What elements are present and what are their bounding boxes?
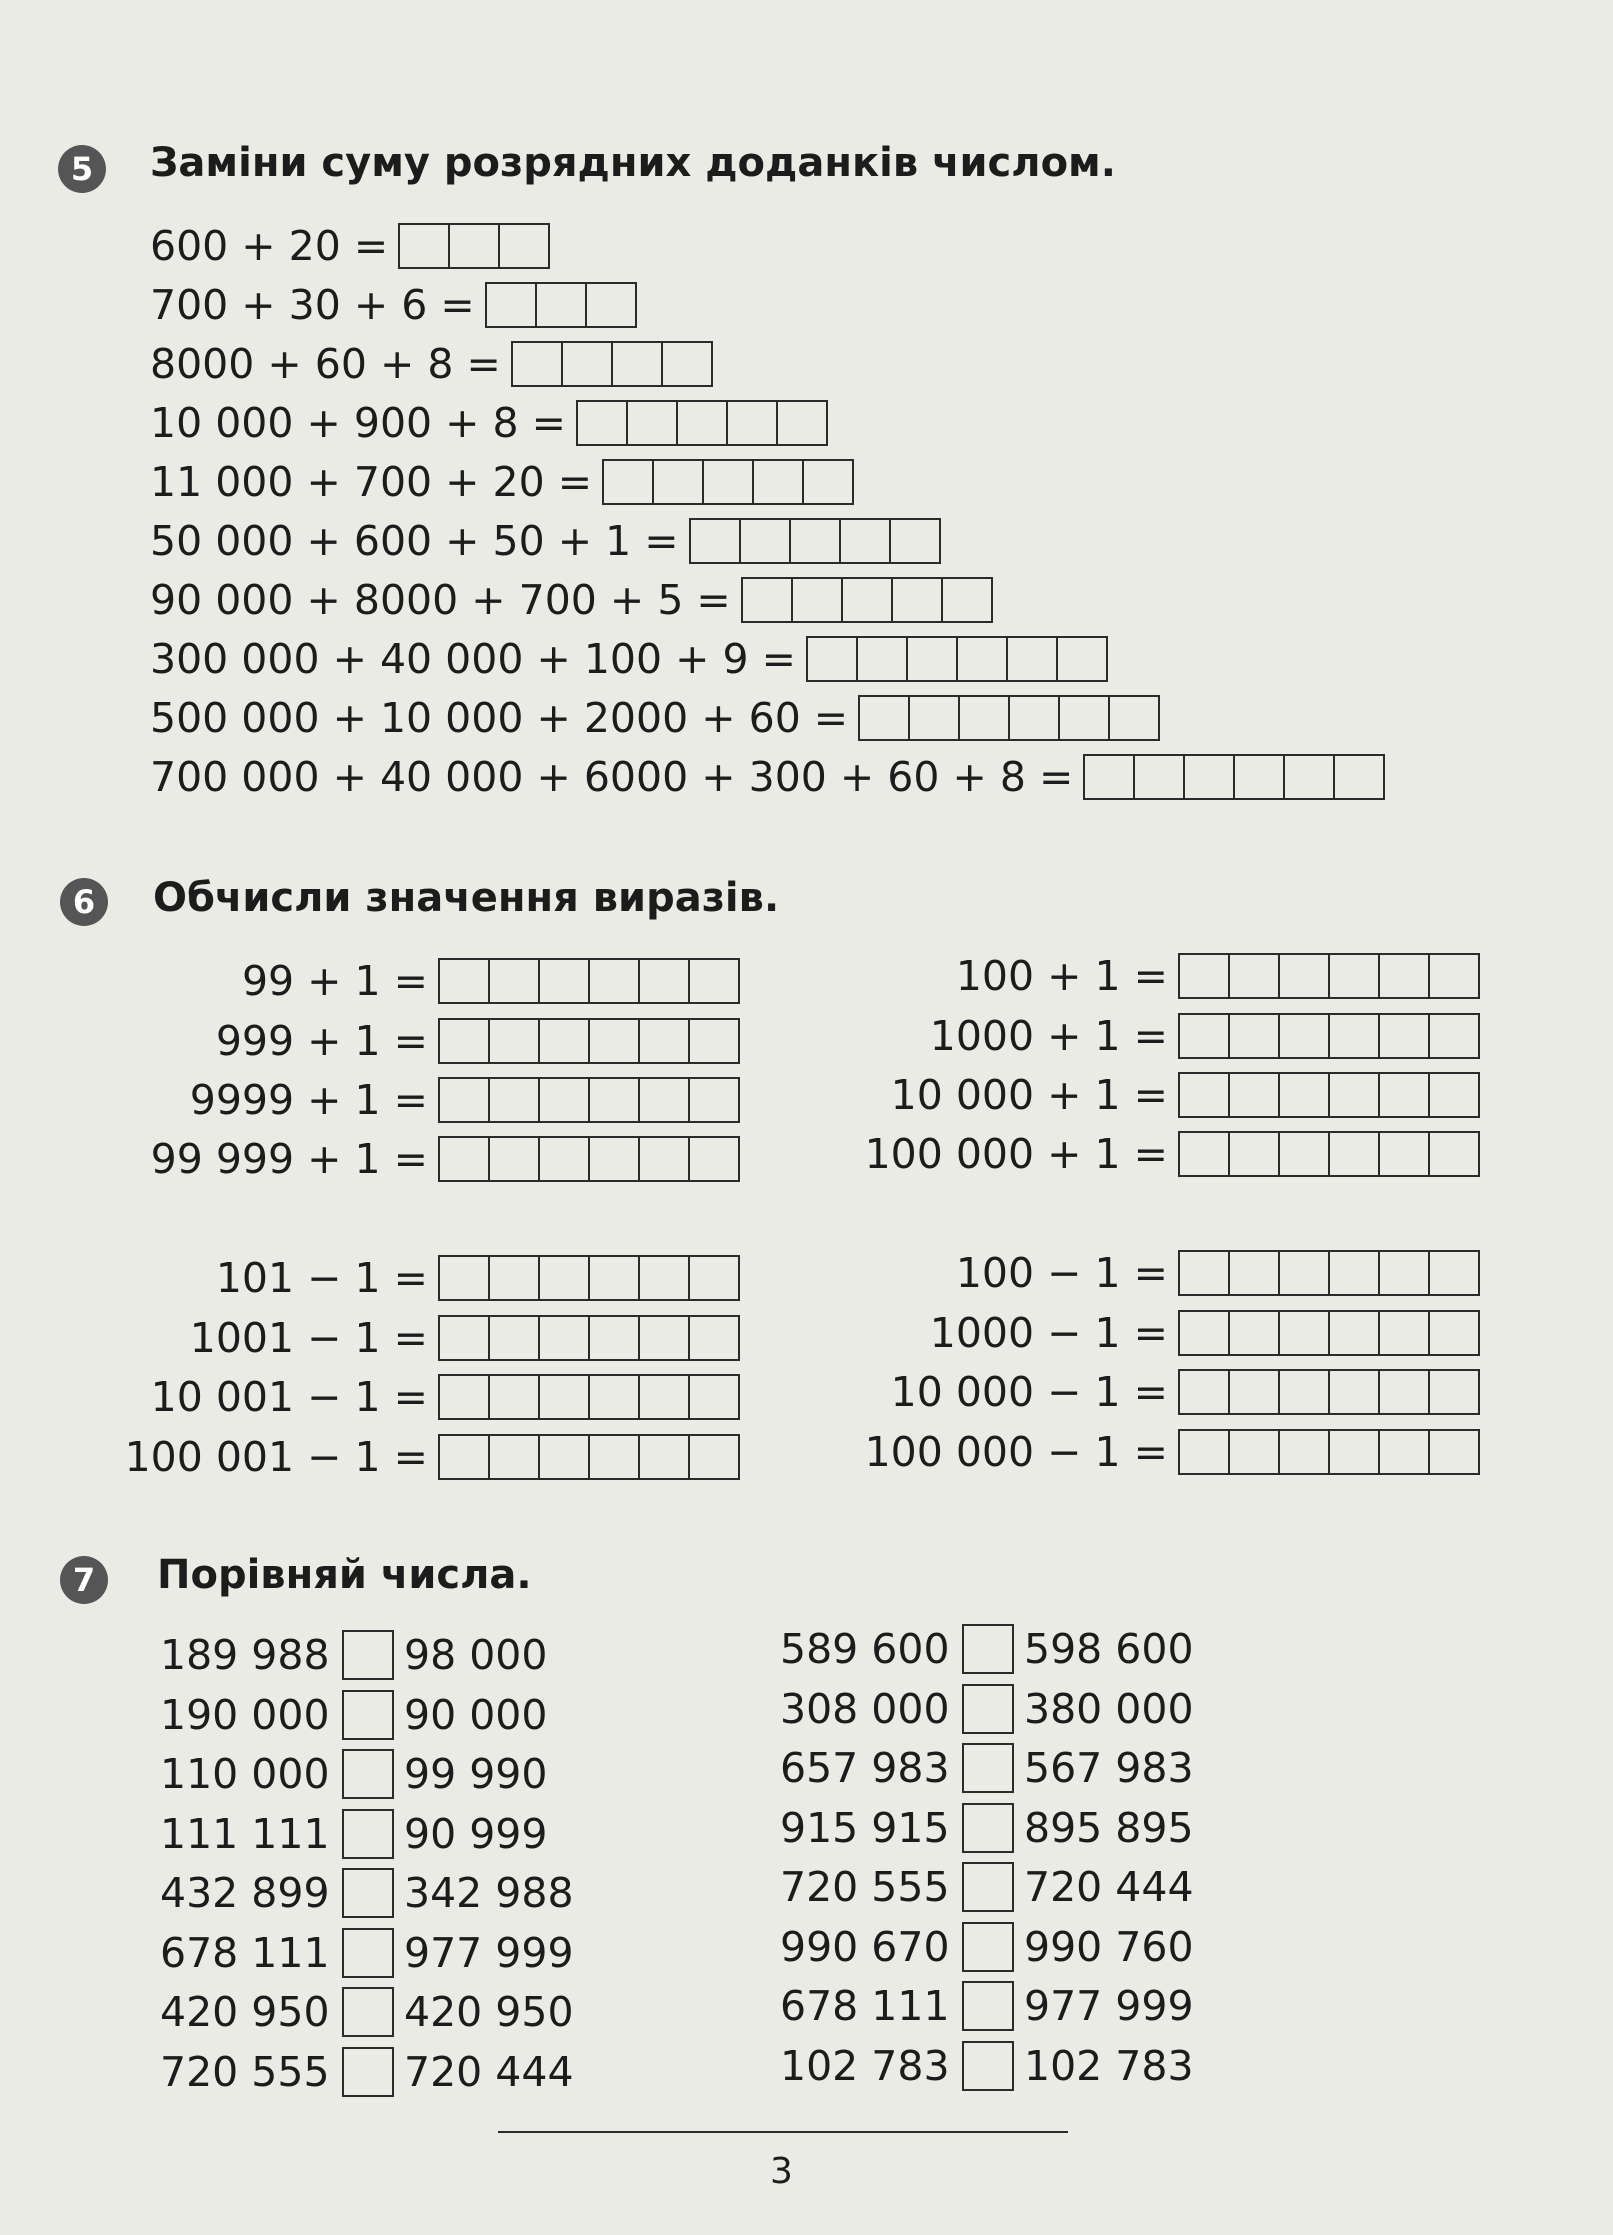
answer-digit-cell[interactable] — [1378, 955, 1428, 997]
footer-divider — [498, 2131, 1068, 2133]
answer-digit-cell[interactable] — [513, 343, 561, 385]
answer-digit-cell[interactable] — [626, 402, 676, 444]
sum-expression: 11 000 + 700 + 20 = — [150, 458, 593, 506]
answer-digit-cell[interactable] — [1328, 1312, 1378, 1354]
comparison-sign-box[interactable] — [342, 1809, 394, 1859]
expression-row — [820, 950, 1480, 1002]
answer-digit-cell[interactable] — [908, 697, 958, 739]
answer-digit-cell[interactable] — [856, 638, 906, 680]
answer-digit-cell[interactable] — [1278, 1074, 1328, 1116]
comparison-sign-box[interactable] — [342, 1749, 394, 1799]
answer-digit-cell[interactable] — [688, 1079, 738, 1121]
second-number: 720 444 — [404, 2047, 574, 2096]
expression-row — [100, 1312, 740, 1364]
expression: 99 + 1 = — [241, 957, 428, 1005]
answer-boxes[interactable] — [438, 1077, 740, 1123]
answer-boxes[interactable] — [438, 1315, 740, 1361]
expression-row — [820, 1247, 1480, 1299]
comparison-sign-box[interactable] — [342, 2047, 394, 2097]
answer-digit-cell[interactable] — [1228, 1431, 1278, 1473]
answer-digit-cell[interactable] — [789, 520, 839, 562]
second-number: 895 895 — [1024, 1803, 1194, 1852]
answer-digit-cell[interactable] — [1180, 1252, 1228, 1294]
answer-boxes[interactable] — [511, 341, 713, 387]
answer-digit-cell[interactable] — [791, 579, 841, 621]
exercise-number-5: 5 — [58, 145, 106, 193]
first-number: 190 000 — [160, 1690, 330, 1739]
comparison-row — [160, 1866, 574, 1920]
answer-digit-cell[interactable] — [1133, 756, 1183, 798]
answer-digit-cell[interactable] — [588, 1436, 638, 1478]
comparison-sign-box[interactable] — [962, 1743, 1014, 1793]
answer-boxes[interactable] — [438, 1374, 740, 1420]
answer-digit-cell[interactable] — [638, 1020, 688, 1062]
answer-digit-cell[interactable] — [941, 579, 991, 621]
answer-digit-cell[interactable] — [1180, 1371, 1228, 1413]
comparison-row — [160, 1985, 574, 2039]
answer-digit-cell[interactable] — [440, 1317, 488, 1359]
answer-digit-cell[interactable] — [688, 1376, 738, 1418]
answer-digit-cell[interactable] — [726, 402, 776, 444]
answer-digit-cell[interactable] — [488, 1138, 538, 1180]
first-number: 589 600 — [780, 1625, 950, 1673]
expression: 100 000 + 1 = — [864, 1130, 1168, 1178]
answer-digit-cell[interactable] — [1180, 1074, 1228, 1116]
answer-digit-cell[interactable] — [538, 1376, 588, 1418]
answer-digit-cell[interactable] — [1328, 1371, 1378, 1413]
answer-digit-cell[interactable] — [1328, 1015, 1378, 1057]
second-number: 98 000 — [404, 1631, 548, 1679]
answer-digit-cell[interactable] — [588, 1257, 638, 1299]
answer-digit-cell[interactable] — [1180, 1431, 1228, 1473]
answer-digit-cell[interactable] — [1233, 756, 1283, 798]
answer-digit-cell[interactable] — [688, 1257, 738, 1299]
answer-digit-cell[interactable] — [1180, 1312, 1228, 1354]
answer-digit-cell[interactable] — [638, 1436, 688, 1478]
second-number: 567 983 — [1024, 1744, 1194, 1792]
second-number: 90 999 — [404, 1809, 548, 1858]
answer-boxes[interactable] — [806, 636, 1108, 682]
answer-digit-cell[interactable] — [588, 1020, 638, 1062]
sum-row — [150, 692, 1160, 744]
first-number: 110 000 — [160, 1750, 330, 1798]
answer-digit-cell[interactable] — [1278, 1371, 1328, 1413]
answer-digit-cell[interactable] — [1228, 1252, 1278, 1294]
answer-digit-cell[interactable] — [1428, 1015, 1478, 1057]
answer-digit-cell[interactable] — [1006, 638, 1056, 680]
expression: 1000 + 1 = — [929, 1012, 1168, 1060]
sum-row — [150, 397, 828, 449]
answer-digit-cell[interactable] — [488, 1020, 538, 1062]
answer-digit-cell[interactable] — [1228, 1015, 1278, 1057]
answer-boxes[interactable] — [1178, 1369, 1480, 1415]
answer-digit-cell[interactable] — [638, 1317, 688, 1359]
second-number: 380 000 — [1024, 1684, 1194, 1733]
answer-digit-cell[interactable] — [487, 284, 535, 326]
answer-digit-cell[interactable] — [440, 1376, 488, 1418]
answer-digit-cell[interactable] — [743, 579, 791, 621]
answer-digit-cell[interactable] — [702, 461, 752, 503]
answer-digit-cell[interactable] — [691, 520, 739, 562]
answer-digit-cell[interactable] — [638, 1376, 688, 1418]
answer-digit-cell[interactable] — [652, 461, 702, 503]
answer-digit-cell[interactable] — [538, 1436, 588, 1478]
expression-row — [820, 1128, 1480, 1180]
comparison-sign-box[interactable] — [962, 1922, 1014, 1972]
answer-digit-cell[interactable] — [1056, 638, 1106, 680]
answer-digit-cell[interactable] — [538, 1257, 588, 1299]
exercise-title-7: Порівняй числа. — [157, 1552, 532, 1598]
answer-digit-cell[interactable] — [752, 461, 802, 503]
second-number: 720 444 — [1024, 1863, 1194, 1911]
comparison-sign-box[interactable] — [342, 1928, 394, 1978]
answer-digit-cell[interactable] — [739, 520, 789, 562]
answer-digit-cell[interactable] — [488, 1317, 538, 1359]
expression-row — [100, 955, 740, 1007]
first-number: 720 555 — [780, 1863, 950, 1911]
first-number: 678 111 — [780, 1982, 950, 2030]
sum-row — [150, 279, 637, 331]
answer-digit-cell[interactable] — [1428, 1252, 1478, 1294]
answer-digit-cell[interactable] — [488, 1257, 538, 1299]
sum-row — [150, 220, 550, 272]
answer-digit-cell[interactable] — [1283, 756, 1333, 798]
answer-digit-cell[interactable] — [488, 1079, 538, 1121]
answer-digit-cell[interactable] — [688, 1317, 738, 1359]
answer-digit-cell[interactable] — [1278, 955, 1328, 997]
answer-digit-cell[interactable] — [1328, 1252, 1378, 1294]
answer-digit-cell[interactable] — [585, 284, 635, 326]
answer-digit-cell[interactable] — [588, 1317, 638, 1359]
answer-digit-cell[interactable] — [1228, 1371, 1278, 1413]
answer-digit-cell[interactable] — [860, 697, 908, 739]
answer-digit-cell[interactable] — [440, 960, 488, 1002]
first-number: 111 111 — [160, 1809, 330, 1858]
answer-digit-cell[interactable] — [1228, 1133, 1278, 1175]
answer-digit-cell[interactable] — [1333, 756, 1383, 798]
comparison-sign-box[interactable] — [342, 1987, 394, 2037]
answer-digit-cell[interactable] — [1428, 1431, 1478, 1473]
second-number: 990 760 — [1024, 1922, 1194, 1971]
answer-digit-cell[interactable] — [1378, 1431, 1428, 1473]
answer-digit-cell[interactable] — [676, 402, 726, 444]
answer-digit-cell[interactable] — [638, 1257, 688, 1299]
sum-expression: 700 000 + 40 000 + 6000 + 300 + 60 + 8 = — [150, 753, 1074, 801]
expression: 1001 − 1 = — [189, 1314, 428, 1362]
sum-expression: 50 000 + 600 + 50 + 1 = — [150, 517, 679, 565]
expression: 9999 + 1 = — [189, 1076, 428, 1124]
exercise-number-6: 6 — [60, 878, 108, 926]
second-number: 342 988 — [404, 1869, 574, 1917]
answer-digit-cell[interactable] — [1228, 1074, 1278, 1116]
answer-digit-cell[interactable] — [1378, 1133, 1428, 1175]
answer-digit-cell[interactable] — [1378, 1015, 1428, 1057]
answer-digit-cell[interactable] — [538, 1317, 588, 1359]
answer-digit-cell[interactable] — [440, 1020, 488, 1062]
comparison-sign-box[interactable] — [962, 1803, 1014, 1853]
first-number: 915 915 — [780, 1803, 950, 1852]
answer-digit-cell[interactable] — [535, 284, 585, 326]
expression: 10 000 − 1 = — [890, 1368, 1168, 1416]
expression-row — [820, 1426, 1480, 1478]
answer-digit-cell[interactable] — [604, 461, 652, 503]
expression-row — [820, 1307, 1480, 1359]
answer-boxes[interactable] — [1178, 953, 1480, 999]
second-number: 102 783 — [1024, 2041, 1194, 2090]
answer-digit-cell[interactable] — [688, 1138, 738, 1180]
answer-digit-cell[interactable] — [1278, 1312, 1328, 1354]
comparison-sign-box[interactable] — [962, 1624, 1014, 1674]
answer-digit-cell[interactable] — [958, 697, 1008, 739]
expression: 100 000 − 1 = — [864, 1428, 1168, 1476]
answer-digit-cell[interactable] — [638, 1079, 688, 1121]
comparison-row — [160, 2045, 574, 2099]
second-number: 977 999 — [404, 1928, 574, 1977]
answer-digit-cell[interactable] — [889, 520, 939, 562]
answer-digit-cell[interactable] — [1278, 1015, 1328, 1057]
expression: 1000 − 1 = — [929, 1309, 1168, 1357]
answer-digit-cell[interactable] — [578, 402, 626, 444]
answer-boxes[interactable] — [438, 1136, 740, 1182]
answer-digit-cell[interactable] — [488, 1376, 538, 1418]
second-number: 977 999 — [1024, 1982, 1194, 2030]
answer-boxes[interactable] — [689, 518, 941, 564]
answer-digit-cell[interactable] — [1278, 1133, 1328, 1175]
answer-digit-cell[interactable] — [1428, 1312, 1478, 1354]
answer-digit-cell[interactable] — [488, 1436, 538, 1478]
comparison-sign-box[interactable] — [962, 1862, 1014, 1912]
answer-digit-cell[interactable] — [638, 1138, 688, 1180]
answer-digit-cell[interactable] — [440, 1257, 488, 1299]
sum-row — [150, 515, 941, 567]
first-number: 990 670 — [780, 1922, 950, 1971]
comparison-sign-box[interactable] — [962, 1684, 1014, 1734]
answer-digit-cell[interactable] — [688, 1020, 738, 1062]
comparison-row — [780, 1920, 1194, 1974]
comparison-row — [160, 1628, 547, 1682]
answer-digit-cell[interactable] — [1378, 1371, 1428, 1413]
answer-digit-cell[interactable] — [498, 225, 548, 267]
answer-boxes[interactable] — [485, 282, 637, 328]
second-number: 90 000 — [404, 1690, 548, 1739]
sum-expression: 500 000 + 10 000 + 2000 + 60 = — [150, 694, 849, 742]
comparison-sign-box[interactable] — [962, 2041, 1014, 2091]
answer-boxes[interactable] — [741, 577, 993, 623]
answer-digit-cell[interactable] — [1183, 756, 1233, 798]
answer-digit-cell[interactable] — [1428, 1371, 1478, 1413]
answer-digit-cell[interactable] — [808, 638, 856, 680]
answer-digit-cell[interactable] — [538, 960, 588, 1002]
sum-expression: 90 000 + 8000 + 700 + 5 = — [150, 576, 731, 624]
comparison-sign-box[interactable] — [342, 1690, 394, 1740]
sum-expression: 700 + 30 + 6 = — [150, 281, 475, 329]
answer-digit-cell[interactable] — [1378, 1312, 1428, 1354]
second-number: 99 990 — [404, 1750, 548, 1798]
expression: 99 999 + 1 = — [150, 1135, 428, 1183]
sum-row — [150, 751, 1385, 803]
page-number: 3 — [770, 2151, 793, 2192]
comparison-row — [780, 1741, 1194, 1795]
answer-digit-cell[interactable] — [588, 960, 638, 1002]
answer-digit-cell[interactable] — [891, 579, 941, 621]
answer-digit-cell[interactable] — [956, 638, 1006, 680]
answer-digit-cell[interactable] — [1428, 1074, 1478, 1116]
comparison-row — [780, 2039, 1194, 2093]
answer-digit-cell[interactable] — [538, 1079, 588, 1121]
expression: 100 + 1 = — [955, 952, 1168, 1000]
comparison-sign-box[interactable] — [962, 1981, 1014, 2031]
answer-digit-cell[interactable] — [841, 579, 891, 621]
first-number: 657 983 — [780, 1744, 950, 1792]
answer-digit-cell[interactable] — [538, 1020, 588, 1062]
expression-row — [100, 1252, 740, 1304]
expression-row — [820, 1010, 1480, 1062]
sum-row — [150, 338, 713, 390]
answer-digit-cell[interactable] — [1228, 1312, 1278, 1354]
answer-digit-cell[interactable] — [611, 343, 661, 385]
answer-digit-cell[interactable] — [906, 638, 956, 680]
expression: 101 − 1 = — [215, 1254, 428, 1302]
answer-boxes[interactable] — [438, 958, 740, 1004]
answer-digit-cell[interactable] — [448, 225, 498, 267]
comparison-row — [160, 1926, 574, 1980]
answer-digit-cell[interactable] — [561, 343, 611, 385]
sum-expression: 300 000 + 40 000 + 100 + 9 = — [150, 635, 796, 683]
sum-row — [150, 574, 993, 626]
first-number: 308 000 — [780, 1684, 950, 1733]
answer-digit-cell[interactable] — [688, 1436, 738, 1478]
expression-row — [100, 1133, 740, 1185]
answer-digit-cell[interactable] — [440, 1079, 488, 1121]
answer-digit-cell[interactable] — [440, 1436, 488, 1478]
answer-digit-cell[interactable] — [1278, 1252, 1328, 1294]
answer-digit-cell[interactable] — [1008, 697, 1058, 739]
comparison-row — [160, 1807, 547, 1861]
expression-row — [100, 1371, 740, 1423]
expression-row — [820, 1366, 1480, 1418]
answer-digit-cell[interactable] — [839, 520, 889, 562]
first-number: 189 988 — [160, 1631, 330, 1679]
expression: 100 − 1 = — [955, 1249, 1168, 1297]
exercise-title-6: Обчисли значення виразів. — [153, 875, 780, 921]
answer-boxes[interactable] — [1178, 1250, 1480, 1296]
comparison-row — [780, 1682, 1194, 1736]
answer-digit-cell[interactable] — [1328, 1133, 1378, 1175]
answer-digit-cell[interactable] — [1328, 1431, 1378, 1473]
answer-digit-cell[interactable] — [1328, 1074, 1378, 1116]
comparison-row — [780, 1979, 1194, 2033]
answer-digit-cell[interactable] — [661, 343, 711, 385]
answer-digit-cell[interactable] — [1058, 697, 1108, 739]
answer-digit-cell[interactable] — [776, 402, 826, 444]
expression: 999 + 1 = — [215, 1017, 428, 1065]
answer-digit-cell[interactable] — [588, 1138, 638, 1180]
first-number: 720 555 — [160, 2047, 330, 2096]
answer-digit-cell[interactable] — [588, 1079, 638, 1121]
answer-digit-cell[interactable] — [1328, 955, 1378, 997]
expression-row — [820, 1069, 1480, 1121]
answer-digit-cell[interactable] — [588, 1376, 638, 1418]
answer-boxes[interactable] — [576, 400, 828, 446]
answer-boxes[interactable] — [1178, 1131, 1480, 1177]
sum-row — [150, 456, 854, 508]
answer-digit-cell[interactable] — [1180, 955, 1228, 997]
exercise-title-5: Заміни суму розрядних доданків числом. — [150, 140, 1116, 186]
first-number: 678 111 — [160, 1928, 330, 1977]
answer-digit-cell[interactable] — [1428, 1133, 1478, 1175]
answer-digit-cell[interactable] — [638, 960, 688, 1002]
sum-expression: 600 + 20 = — [150, 222, 389, 270]
answer-boxes[interactable] — [1178, 1072, 1480, 1118]
answer-digit-cell[interactable] — [1180, 1133, 1228, 1175]
sum-expression: 8000 + 60 + 8 = — [150, 340, 501, 388]
answer-digit-cell[interactable] — [1378, 1074, 1428, 1116]
answer-digit-cell[interactable] — [400, 225, 448, 267]
comparison-sign-box[interactable] — [342, 1868, 394, 1918]
sum-expression: 10 000 + 900 + 8 = — [150, 399, 567, 447]
answer-boxes[interactable] — [438, 1255, 740, 1301]
answer-digit-cell[interactable] — [802, 461, 852, 503]
answer-digit-cell[interactable] — [440, 1138, 488, 1180]
answer-boxes[interactable] — [1083, 754, 1385, 800]
first-number: 432 899 — [160, 1869, 330, 1917]
answer-digit-cell[interactable] — [1278, 1431, 1328, 1473]
expression-row — [100, 1431, 740, 1483]
second-number: 420 950 — [404, 1988, 574, 2036]
comparison-row — [160, 1747, 547, 1801]
answer-boxes[interactable] — [602, 459, 854, 505]
comparison-row — [780, 1622, 1194, 1676]
answer-boxes[interactable] — [438, 1018, 740, 1064]
comparison-row — [780, 1801, 1194, 1855]
answer-digit-cell[interactable] — [1085, 756, 1133, 798]
sum-row — [150, 633, 1108, 685]
answer-digit-cell[interactable] — [1108, 697, 1158, 739]
answer-digit-cell[interactable] — [688, 960, 738, 1002]
expression-row — [100, 1074, 740, 1126]
answer-digit-cell[interactable] — [488, 960, 538, 1002]
first-number: 420 950 — [160, 1988, 330, 2036]
answer-digit-cell[interactable] — [538, 1138, 588, 1180]
answer-boxes[interactable] — [1178, 1429, 1480, 1475]
exercise-number-7: 7 — [60, 1556, 108, 1604]
answer-boxes[interactable] — [1178, 1310, 1480, 1356]
expression: 10 000 + 1 = — [890, 1071, 1168, 1119]
answer-digit-cell[interactable] — [1378, 1252, 1428, 1294]
answer-digit-cell[interactable] — [1428, 955, 1478, 997]
answer-boxes[interactable] — [398, 223, 550, 269]
comparison-row — [160, 1688, 547, 1742]
answer-digit-cell[interactable] — [1228, 955, 1278, 997]
expression: 100 001 − 1 = — [124, 1433, 428, 1481]
second-number: 598 600 — [1024, 1625, 1194, 1673]
expression: 10 001 − 1 = — [150, 1373, 428, 1421]
first-number: 102 783 — [780, 2041, 950, 2090]
comparison-row — [780, 1860, 1194, 1914]
answer-digit-cell[interactable] — [1180, 1015, 1228, 1057]
answer-boxes[interactable] — [438, 1434, 740, 1480]
expression-row — [100, 1015, 740, 1067]
comparison-sign-box[interactable] — [342, 1630, 394, 1680]
answer-boxes[interactable] — [1178, 1013, 1480, 1059]
answer-boxes[interactable] — [858, 695, 1160, 741]
